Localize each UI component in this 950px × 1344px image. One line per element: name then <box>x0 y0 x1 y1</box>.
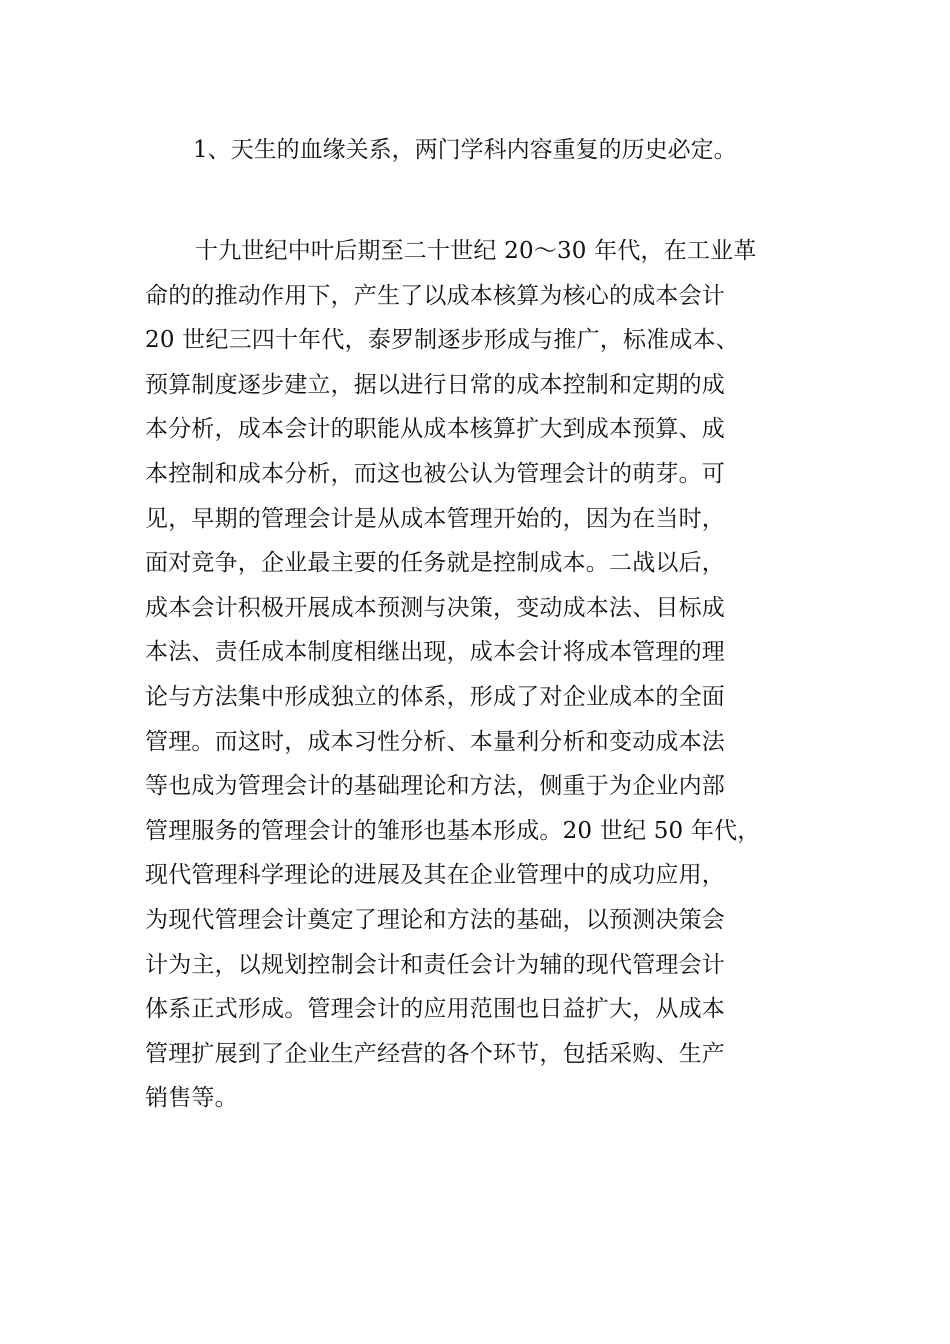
section-heading: 1、天生的血缘关系，两门学科内容重复的历史必定。 <box>193 137 737 163</box>
document-page: 1、天生的血缘关系，两门学科内容重复的历史必定。 十九世纪中叶后期至二十世纪 20～30 年代，在工业革 命的的推动作用下，产生了以成本核算为核心的成本会计 20 世纪三四十年代，泰罗制逐步形成与推广，标准成本、 预算制度逐步建立，据以进行日常的成本控制和定期的成 本分析，成本会计的职能从成本核算扩大到成本预算、成 本控制和成本分析，而这也被公认为管理会计的萌芽。可 见，早期的管理会计是从成本管理开始的，因为在当时， 面对竞争，企业最主要的任务就是控制成本。二战以后， 成本会计积极开展成本预测与决策，变动成本法、目标成 本法、责任成本制度相继出现，成本会计将成本管理的理 论与方法集中形成独立的体系，形成了对企业成本的全面 管理。而这时，成本习性分析、本量利分析和变动成本法 等也成为管理会计的基础理论和方法，侧重于为企业内部 管理服务的管理会计的雏形也基本形成。20 世纪 50 年代， 现代管理科学理论的进展及其在企业管理中的成功应用， 为现代管理会计奠定了理论和方法的基础，以预测决策会 计为主，以规划控制会计和责任会计为辅的现代管理会计 体系正式形成。管理会计的应用范围也日益扩大，从成本 管理扩展到了企业生产经营的各个环节，包括采购、生产 销售等。 <box>0 0 950 1344</box>
paragraph-line: 十九世纪中叶后期至二十世纪 20～30 年代，在工业革 <box>195 238 757 264</box>
